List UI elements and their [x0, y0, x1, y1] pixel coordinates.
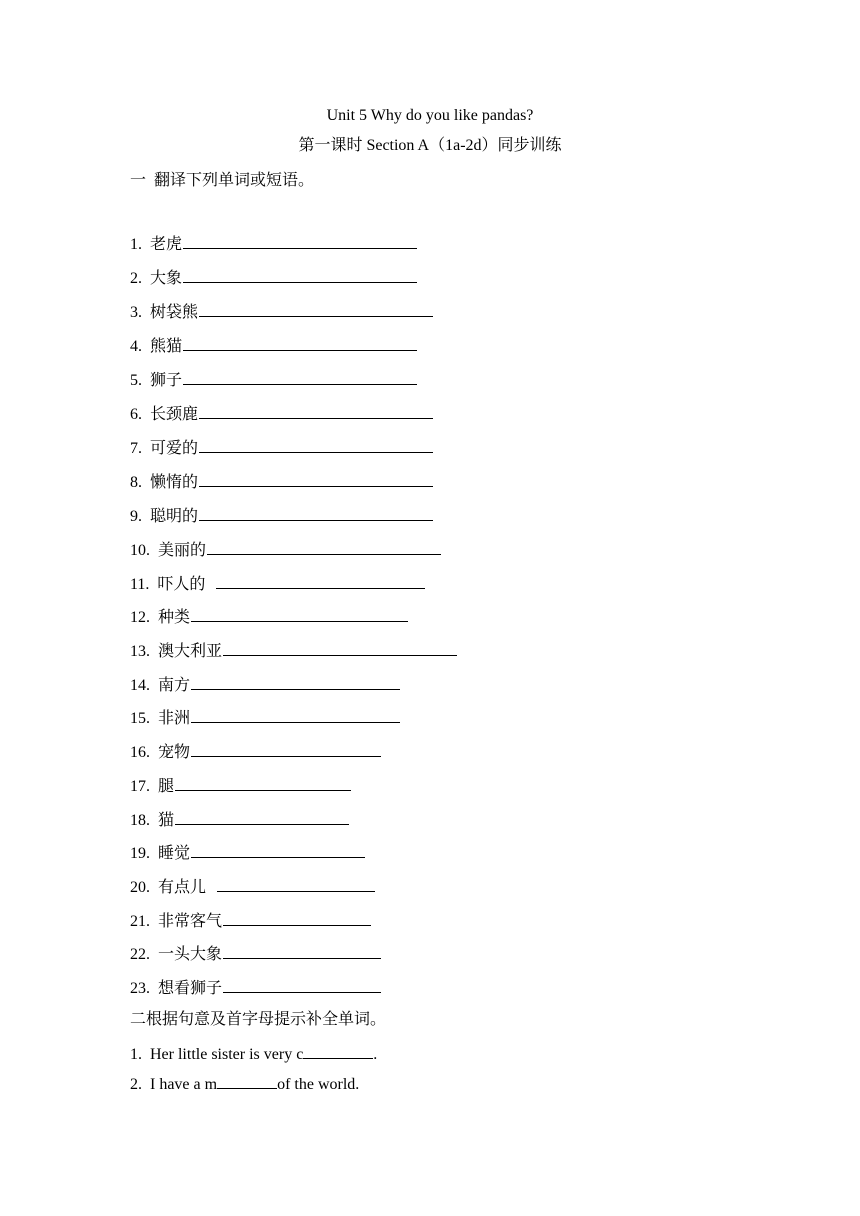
sentence-number: 1. — [130, 1046, 142, 1063]
sentence-number: 2. — [130, 1076, 142, 1093]
sentence-text-before: Her little sister is very c — [150, 1046, 304, 1063]
answer-blank[interactable] — [216, 573, 425, 589]
list-item — [130, 267, 417, 287]
sentence-text-after: . — [373, 1046, 378, 1063]
answer-blank[interactable] — [207, 539, 441, 555]
list-item — [130, 775, 351, 795]
list-item — [130, 741, 381, 761]
answer-blank[interactable] — [199, 471, 433, 487]
item-number: 21. — [130, 913, 150, 930]
answer-blank[interactable] — [183, 267, 417, 283]
list-item — [130, 301, 433, 321]
item-label: 树袋熊 — [150, 304, 199, 321]
answer-blank[interactable] — [191, 674, 400, 690]
sentence-text-before: I have a m — [150, 1076, 218, 1093]
sentence-text-after: of the world. — [277, 1076, 360, 1093]
item-label: 可爱的 — [150, 440, 199, 457]
item-number: 8. — [130, 474, 142, 491]
item-number: 10. — [130, 542, 150, 559]
item-label: 南方 — [158, 677, 191, 694]
item-label: 澳大利亚 — [158, 643, 223, 660]
answer-blank[interactable] — [199, 505, 433, 521]
section-two-heading: 二根据句意及首字母提示补全单词。 — [130, 1011, 387, 1028]
item-label: 猫 — [158, 812, 175, 829]
list-item — [130, 539, 441, 559]
answer-blank[interactable] — [223, 977, 381, 993]
item-label: 一头大象 — [158, 946, 223, 963]
item-label: 老虎 — [150, 236, 183, 253]
item-label: 熊猫 — [150, 338, 183, 355]
list-item — [130, 842, 365, 862]
sentence-item — [130, 1043, 377, 1065]
item-number: 16. — [130, 744, 150, 761]
list-item — [130, 707, 400, 727]
sentence-item — [130, 1073, 359, 1095]
answer-blank[interactable] — [199, 403, 433, 419]
item-number: 6. — [130, 406, 142, 423]
item-label: 宠物 — [158, 744, 191, 761]
list-item — [130, 505, 433, 525]
list-item — [130, 910, 371, 930]
item-number: 23. — [130, 980, 150, 997]
item-number: 14. — [130, 677, 150, 694]
page-subtitle: 第一课时 Section A（1a-2d）同步训练 — [298, 137, 562, 154]
item-label: 种类 — [158, 609, 191, 626]
item-number: 20. — [130, 879, 150, 896]
item-number: 13. — [130, 643, 150, 660]
item-label: 想看狮子 — [158, 980, 223, 997]
item-number: 19. — [130, 845, 150, 862]
answer-blank[interactable] — [223, 910, 371, 926]
list-item — [130, 606, 408, 626]
item-number: 3. — [130, 304, 142, 321]
answer-blank[interactable] — [199, 437, 433, 453]
item-label: 狮子 — [150, 372, 183, 389]
list-item — [130, 809, 349, 829]
item-number: 5. — [130, 372, 142, 389]
item-label: 腿 — [158, 778, 175, 795]
answer-blank[interactable] — [191, 842, 365, 858]
list-item — [130, 573, 425, 593]
list-item — [130, 369, 417, 389]
answer-blank[interactable] — [175, 809, 349, 825]
list-item — [130, 674, 400, 694]
item-label: 大象 — [150, 270, 183, 287]
answer-blank[interactable] — [183, 233, 417, 249]
section-one-heading: 一 翻译下列单词或短语。 — [130, 172, 315, 189]
item-label: 有点儿 — [158, 879, 211, 896]
list-item — [130, 403, 433, 423]
item-label: 非常客气 — [158, 913, 223, 930]
answer-blank[interactable] — [191, 707, 400, 723]
list-item — [130, 437, 433, 457]
answer-blank[interactable] — [217, 876, 375, 892]
answer-blank[interactable] — [217, 1073, 277, 1089]
list-item — [130, 876, 375, 896]
list-item — [130, 640, 457, 660]
item-number: 18. — [130, 812, 150, 829]
answer-blank[interactable] — [191, 606, 408, 622]
item-number: 1. — [130, 236, 142, 253]
item-number: 22. — [130, 946, 150, 963]
item-number: 2. — [130, 270, 142, 287]
item-number: 4. — [130, 338, 142, 355]
item-number: 15. — [130, 710, 150, 727]
answer-blank[interactable] — [223, 640, 457, 656]
list-item — [130, 335, 417, 355]
item-label: 非洲 — [158, 710, 191, 727]
answer-blank[interactable] — [183, 335, 417, 351]
list-item — [130, 471, 433, 491]
item-number: 7. — [130, 440, 142, 457]
item-label: 美丽的 — [158, 542, 207, 559]
item-number: 11. — [130, 576, 150, 593]
page-title: Unit 5 Why do you like pandas? — [326, 107, 534, 124]
list-item — [130, 233, 417, 253]
answer-blank[interactable] — [199, 301, 433, 317]
answer-blank[interactable] — [303, 1043, 373, 1059]
item-number: 12. — [130, 609, 150, 626]
item-label: 吓人的 — [157, 576, 210, 593]
answer-blank[interactable] — [183, 369, 417, 385]
item-label: 长颈鹿 — [150, 406, 199, 423]
item-label: 懒惰的 — [150, 474, 199, 491]
item-label: 聪明的 — [150, 508, 199, 525]
answer-blank[interactable] — [191, 741, 381, 757]
list-item — [130, 977, 381, 997]
item-number: 9. — [130, 508, 142, 525]
list-item — [130, 943, 381, 963]
answer-blank[interactable] — [223, 943, 381, 959]
item-label: 睡觉 — [158, 845, 191, 862]
answer-blank[interactable] — [175, 775, 351, 791]
item-number: 17. — [130, 778, 150, 795]
